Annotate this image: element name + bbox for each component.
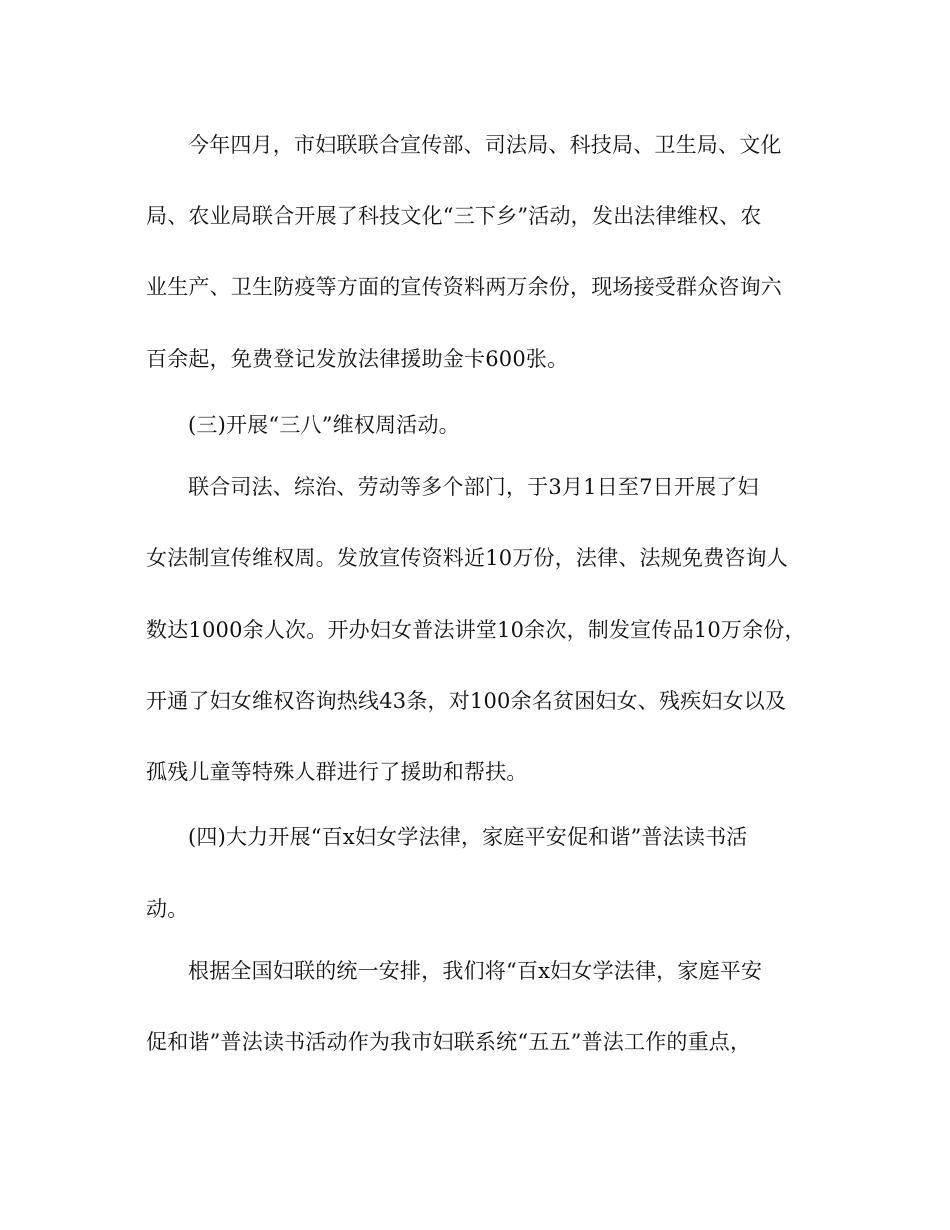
paragraph-line: 联合司法、综治、劳动等多个部门，于3月1日至7日开展了妇: [188, 475, 759, 499]
section-heading-continuation: 动。: [146, 897, 189, 921]
section-heading: (三)开展“三八”维权周活动。: [188, 413, 460, 437]
paragraph-line: 数达1000余人次。开办妇女普法讲堂10余次，制发宣传品10万余份，: [146, 618, 806, 642]
paragraph-line: 根据全国妇联的统一安排，我们将“百x妇女学法律，家庭平安: [188, 959, 763, 983]
section-heading: (四)大力开展“百x妇女学法律，家庭平安促和谐”普法读书活: [188, 825, 748, 849]
paragraph-line: 孤残儿童等特殊人群进行了援助和帮扶。: [146, 760, 528, 784]
paragraph-line: 促和谐”普法读书活动作为我市妇联系统“五五”普法工作的重点，: [146, 1030, 752, 1054]
paragraph-line: 业生产、卫生防疫等方面的宣传资料两万余份，现场接受群众咨询六: [146, 275, 782, 299]
paragraph-line: 百余起，免费登记发放法律援助金卡600张。: [146, 347, 569, 371]
paragraph-line: 女法制宣传维权周。发放宣传资料近10万份，法律、法规免费咨询人: [146, 546, 788, 570]
paragraph-line: 今年四月，市妇联联合宣传部、司法局、科技局、卫生局、文化: [188, 133, 782, 157]
paragraph-line: 局、农业局联合开展了科技文化“三下乡”活动，发出法律维权、农: [146, 204, 762, 228]
paragraph-line: 开通了妇女维权咨询热线43条，对100余名贫困妇女、残疾妇女以及: [146, 689, 787, 713]
